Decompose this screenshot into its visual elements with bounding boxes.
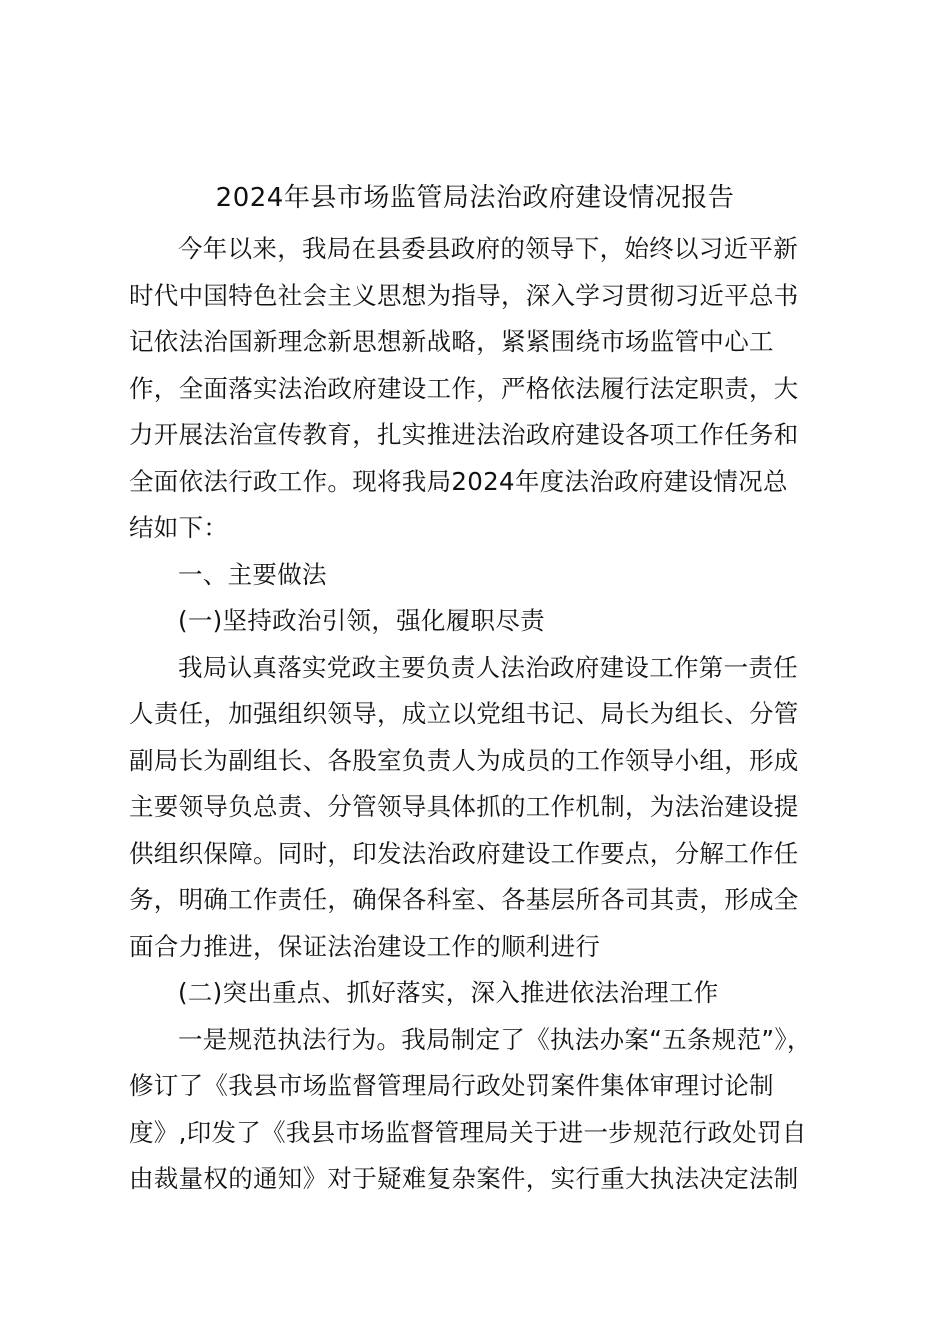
paragraph-line: 务，明确工作责任，确保各科室、各基层所各司其责，形成全 (129, 885, 799, 914)
paragraph-line: 供组织保障。同时，印发法治政府建设工作要点，分解工作任 (129, 838, 799, 868)
paragraph-line: 作，全面落实法治政府建设工作，严格依法履行法定职责，大 (129, 373, 799, 403)
paragraph-line: 一是规范执法行为。我局制定了《执法办案“五条规范”》， (178, 1024, 812, 1054)
paragraph-line: 结如下： (129, 513, 229, 542)
paragraph-line: 今年以来，我局在县委县政府的领导下，始终以习近平新 (178, 234, 798, 263)
document-title: 2024年县市场监管局法治政府建设情况报告 (215, 183, 735, 213)
paragraph-line: 力开展法治宣传教育，扎实推进法治政府建设各项工作任务和 (129, 420, 799, 449)
paragraph-line: 由裁量权的通知》对于疑难复杂案件，实行重大执法决定法制 (129, 1164, 799, 1193)
paragraph-line: 人责任，加强组织领导，成立以党组书记、局长为组长、分管 (129, 699, 799, 728)
subsection-heading: (一)坚持政治引领，强化履职尽责 (178, 606, 545, 635)
paragraph-line: 记依法治国新理念新思想新战略，紧紧围绕市场监管中心工 (129, 327, 774, 356)
paragraph-line: 修订了《我县市场监督管理局行政处罚案件集体审理讨论制 (129, 1071, 774, 1100)
paragraph-line: 面合力推进，保证法治建设工作的顺利进行 (129, 931, 601, 961)
document-body (129, 226, 829, 1203)
paragraph-line: 全面依法行政工作。现将我局2024年度法治政府建设情况总 (129, 466, 788, 496)
section-heading: 一、主要做法 (178, 559, 327, 589)
paragraph-line: 我局认真落实党政主要负责人法治政府建设工作第一责任 (178, 652, 798, 682)
paragraph-line: 主要领导负总责、分管领导具体抓的工作机制，为法治建设提 (129, 792, 799, 821)
subsection-heading: (二)突出重点、抓好落实，深入推进依法治理工作 (178, 978, 719, 1007)
paragraph-line: 副局长为副组长、各股室负责人为成员的工作领导小组，形成 (129, 745, 799, 775)
paragraph-line: 度》,印发了《我县市场监督管理局关于进一步规范行政处罚自 (129, 1117, 807, 1147)
paragraph-line: 时代中国特色社会主义思想为指导，深入学习贯彻习近平总书 (129, 280, 799, 310)
